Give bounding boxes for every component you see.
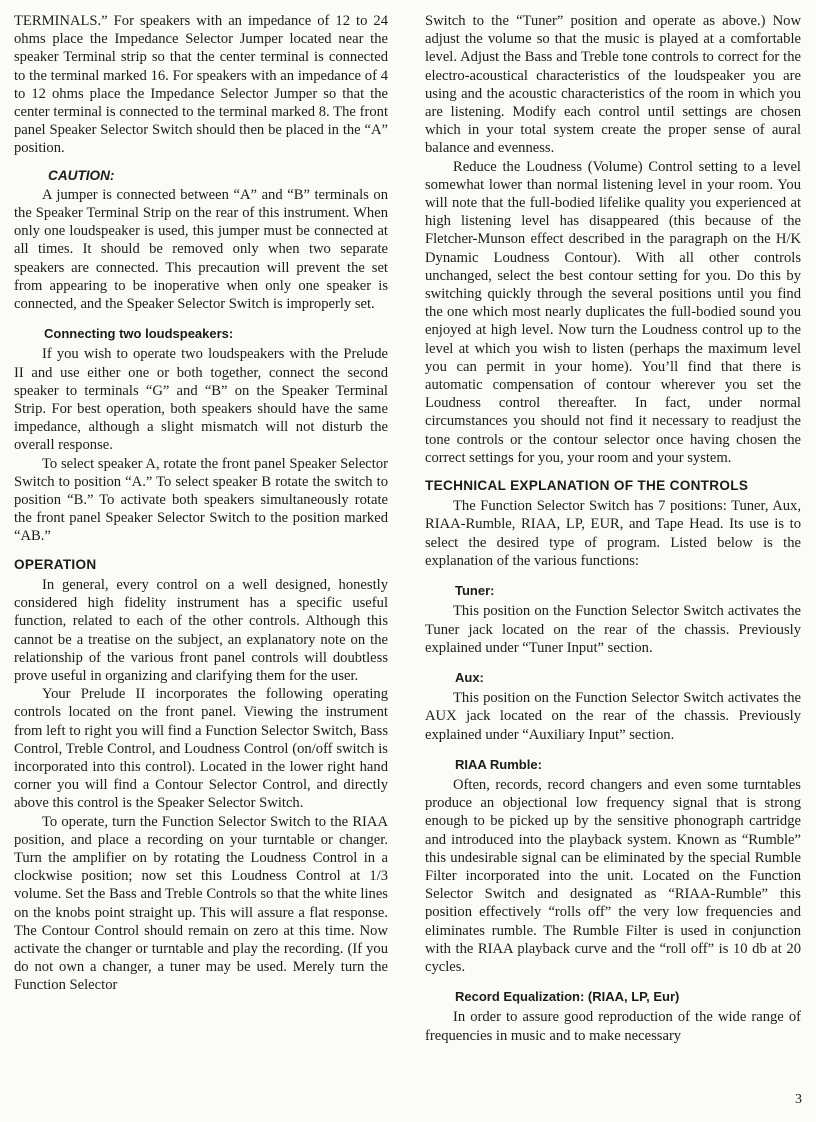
aux-paragraph: This position on the Function Selector Switch activates the AUX jack located on the rear of the chassis. Previously explained under “Auxiliary Input” section. bbox=[425, 690, 801, 743]
technical-paragraph: The Function Selector Switch has 7 positions: Tuner, Aux, RIAA-Rumble, RIAA, LP, EUR, and Tape Head. Its use is to select the desired type of program. Listed below is the explanation of the various functions: bbox=[425, 498, 801, 569]
tuner-paragraph: This position on the Function Selector Switch activates the Tuner jack located on the rear of the chassis. Previously explained under “Tuner Input” section. bbox=[425, 603, 801, 656]
terminals-paragraph: TERMINALS.” For speakers with an impedance of 12 to 24 ohms place the Impedance Selector Jumper located near the speaker Terminal strip so that the center terminal is connected to the terminal marked 16. For speakers with an impedance of 4 to 12 ohms place the Impedance Selector Jumper so that the center terminal is connected to the terminal marked 8. The front panel Speaker Selector Switch should then be placed in the “A” position. bbox=[14, 13, 388, 157]
operation-paragraph-1: In general, every control on a well designed, honestly considered high fidelity instrument has a specific useful function, related to each of the other controls. Although this cannot be a treatise on the subject, an explanatory note on the relationship of the various front panel controls will doubtless prove useful in organizing and clarifying them for the user. bbox=[14, 576, 388, 684]
page-number: 3 bbox=[795, 1092, 802, 1107]
caution-paragraph: A jumper is connected between “A” and “B” terminals on the Speaker Terminal Strip on the rear of this instrument. When only one loudspeaker is used, this jumper must be connected at all times. It should be removed only when two separate speakers are connected. This precaution will prevent the set from appearing to be inoperative when only one speaker is connected, and the Speaker Selector Switch is improperly set. bbox=[14, 186, 388, 313]
riaa-rumble-paragraph: Often, records, record changers and even some turntables produce an objectional low frequency signal that is strong enough to be picked up by the sensitive phonograph cartridge and introduced into the playback system. Known as “Rumble” this undesirable signal can be eliminated by the special Rumble Filter incorporated into the unit. Located on the Function Selector Switch and designated as “RIAA-Rumble” this position effectively “rolls off” the very low frequencies and eliminates rumble. The Rumble Filter is used in conjunction with the RIAA playback curve and the “roll off” is 10 db at 20 cycles. bbox=[425, 776, 801, 975]
operation-paragraph-2: Your Prelude II incorporates the following operating controls located on the front panel. Viewing the instrument from left to right you will find a Function Selector Switch, Bass Control, Treble Control, and Loudness Control (on/off switch is incorporated into this control). Located in the lower right hand corner you will find a Contour Selector Control, and directly above this control is the Speaker Selector Switch. bbox=[14, 686, 388, 812]
tuner-heading: Tuner: bbox=[455, 583, 495, 599]
left-column bbox=[14, 12, 388, 995]
record-equalization-paragraph: In order to assure good reproduction of the wide range of frequencies in music and to make necessary bbox=[425, 1009, 801, 1044]
two-speakers-paragraph: If you wish to operate two loudspeakers with the Prelude II and use either one or both together, connect the second speaker to terminals “G” and “B” on the Speaker Terminal Strip. For best operation, both speakers should have the same impedance, although a slight mismatch will not disturb the overall response. bbox=[14, 346, 388, 454]
loudness-paragraph: Reduce the Loudness (Volume) Control setting to a level somewhat lower than normal listening level in your room. You will note that the full-bodied lifelike quality you experienced at high listening level has disappeared (this because of the Fletcher-Munson effect described in the paragraph on the H/K Dynamic Loudness Contour). With all other controls unchanged, select the best contour setting for you. Do this by switching quickly through the several positions until you find the one which most nearly duplicates the full-bodied sound you enjoyed at high level. Now turn the Loudness control up to the level at which you wish to listen (perhaps the maximum level you can permit in your home). You’ll find that there is automatic compensation of contour wherever you set the Loudness control thereafter. In fact, under normal circumstances you should not find it necessary to readjust the tone controls or the contour selector once having chosen the correct settings for you, your room and your system. bbox=[425, 158, 801, 466]
riaa-rumble-heading: RIAA Rumble: bbox=[455, 756, 542, 772]
aux-heading: Aux: bbox=[455, 669, 484, 685]
caution-heading: CAUTION: bbox=[48, 167, 115, 183]
technical-heading: TECHNICAL EXPLANATION OF THE CONTROLS bbox=[425, 478, 749, 494]
record-equalization-heading: Record Equalization: (RIAA, LP, Eur) bbox=[455, 989, 680, 1005]
select-speaker-paragraph: To select speaker A, rotate the front panel Speaker Selector Switch to position “A.” To select speaker B rotate the switch to position “B.” To activate both speakers simultaneously rotate the front panel Speaker Selector Switch to the position marked “AB.” bbox=[14, 455, 388, 545]
operation-heading: OPERATION bbox=[14, 556, 97, 572]
two-speakers-heading: Connecting two loudspeakers: bbox=[44, 326, 234, 342]
right-column bbox=[425, 12, 801, 1045]
continuation-paragraph: Switch to the “Tuner” position and operate as above.) Now adjust the volume so that the music is played at a comfortable level. Adjust the Bass and Treble tone controls to correct for the electro-acoustical characteristics of the loudspeaker you are using and the acoustic characteristics of the room in which you are listening. Modify each control until settings are chosen which in your total system create the proper sense of aural balance and evenness. bbox=[425, 13, 801, 157]
operation-paragraph-3: To operate, turn the Function Selector Switch to the RIAA position, and place a recording on your turntable or changer. Turn the amplifier on by rotating the Loudness Control in a clockwise position; now set this Loudness Control at 1/3 volume. Set the Bass and Treble Controls so that the white lines on the knobs point straight up. This will assure a flat response. The Contour Control should remain on zero at this time. Now activate the changer or turntable and play the recording. (If you do not own a changer, a tuner may be used. Merely turn the Function Selector bbox=[14, 813, 388, 994]
